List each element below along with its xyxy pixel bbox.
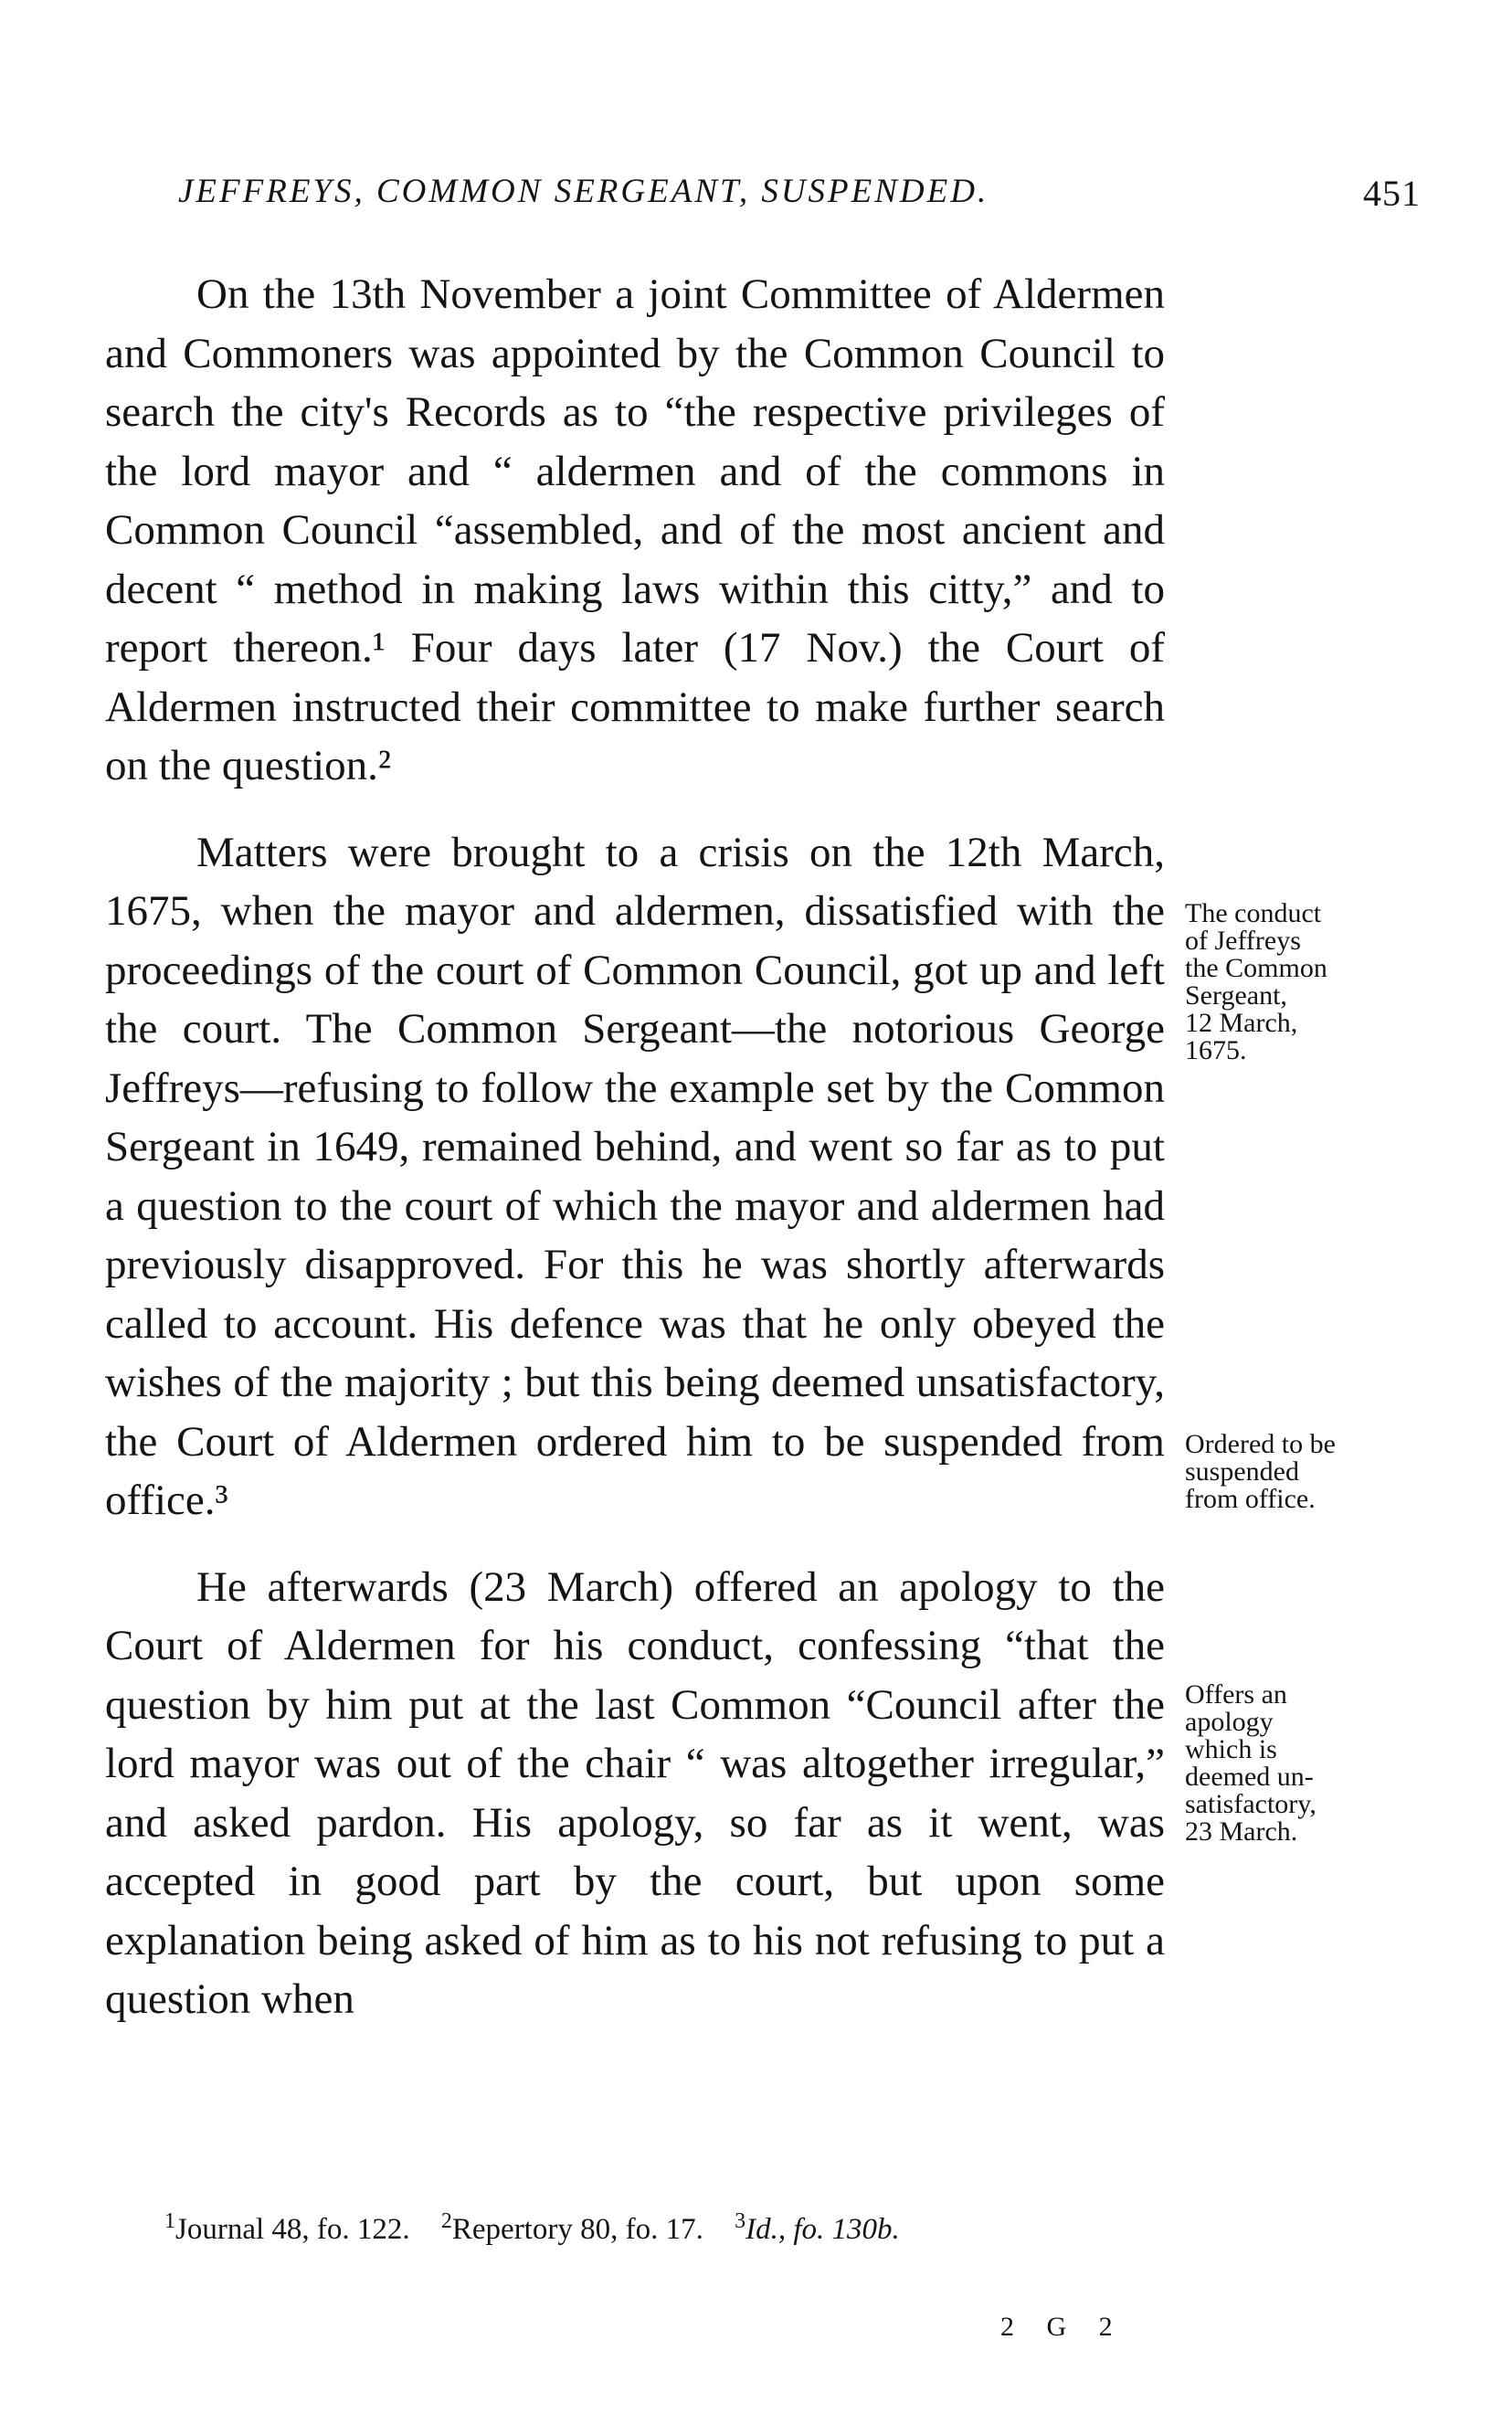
paragraph-apology: He afterwards (23 March) offered an apology to the Court of Aldermen for his conduct, confessing “that the question by him put at the last Common “Council after the lord mayor was out of the chair “ was altogether irregular,” and asked pardon. His apology, so far as it went, was accepted in good part by the court, but upon some explanation being asked of him as to his not refusing to put a question when [105,1562,1165,2023]
margin-note-suspended: Ordered to be suspended from office. [1185,1429,1336,1514]
running-head: JEFFREYS, COMMON SERGEANT, SUSPENDED. [178,173,989,210]
footnote-text: Repertory 80, fo. 17. [451,2213,703,2246]
footnote-mark: 2 [440,2209,452,2233]
margin-note-conduct: The conduct of Jeffreys the Common Sergeant, 12 March, 1675. [1185,898,1327,1065]
footnote-mark: 1 [164,2209,175,2233]
paragraph-committee: On the 13th November a joint Committee of Aldermen and Commoners was appointed by the Common Council to search the city's Records as to “the respective privileges of the lord mayor and “ aldermen and of the commons in Common Council “assembled, and of the most ancient and decent “ method in making laws within this citty,” and to report thereon.¹ Four days later (17 Nov.) the Court of Aldermen instructed their committee to make further search on the question.² [105,270,1165,789]
footnote [440,2209,703,2246]
footnote-mark: 3 [735,2209,746,2233]
page-number: 451 [1363,173,1421,214]
footnote-text: Journal 48, fo. 122. [175,2213,410,2246]
footnote [164,2209,410,2246]
main-text [105,265,1165,2057]
footnote-text: Id., fo. 130b. [745,2213,900,2246]
margin-note-apology: Offers an apology which is deemed un- satisfactory, 23 March. [1185,1679,1316,1847]
signature-mark: 2 G 2 [1000,2312,1126,2342]
footnotes [164,2209,924,2247]
page-header [178,172,1421,227]
paragraph-crisis: Matters were brought to a crisis on the 12th March, 1675, when the mayor and aldermen, dissatisfied with the proceedings of the court of Common Council, got up and left the court. The Common Sergeant—the notorious George Jeffreys—refusing to follow the example set by the Common Sergeant in 1649, remained behind, and went so far as to put a question to the court of which the mayor and aldermen had previously disapproved. For this he was shortly afterwards called to account. His defence was that he only obeyed the wishes of the majority ; but this being deemed unsatisfactory, the Court of Aldermen ordered him to be suspended from office.³ [105,828,1165,1524]
footnote [735,2209,900,2246]
